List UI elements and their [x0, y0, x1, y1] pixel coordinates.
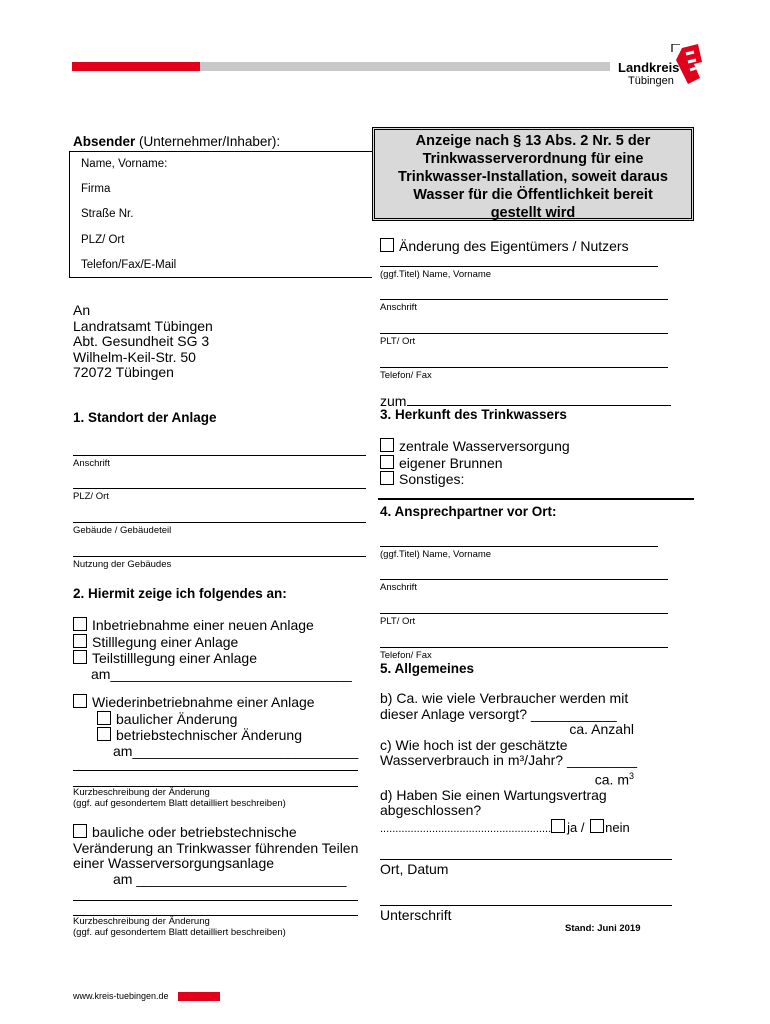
section1-line4[interactable] — [73, 556, 366, 557]
section2-opt5-label1: bauliche oder betriebstechnische — [92, 824, 297, 840]
section2-opt1-label: Inbetriebnahme einer neuen Anlage — [92, 617, 314, 633]
section3-opt1[interactable] — [380, 438, 570, 455]
section4-phone-hint: Telefon/ Fax — [380, 650, 432, 661]
section1-line1[interactable] — [73, 455, 366, 456]
section2-opt4a-checkbox[interactable] — [97, 711, 111, 725]
section2-desc-hint1: Kurzbeschreibung der Änderung — [73, 787, 210, 798]
title-line2: Trinkwasserverordnung für eine — [422, 151, 644, 167]
section2-desc-hint3: Kurzbeschreibung der Änderung — [73, 916, 210, 927]
sender-field-company[interactable]: Firma — [81, 183, 111, 195]
section1-hint4: Nutzung der Gebäudes — [73, 559, 172, 570]
section1-hint1: Anschrift — [73, 458, 110, 469]
signature-line[interactable] — [380, 905, 672, 906]
section5-c-unit: ca. m — [594, 771, 629, 788]
section2-opt4a-label: baulicher Änderung — [116, 710, 238, 727]
section1-line2[interactable] — [73, 488, 366, 489]
footer-red-bar — [178, 992, 220, 1001]
stand-label: Stand: Juni 2019 — [565, 923, 641, 934]
section2-desc-line1[interactable] — [73, 770, 358, 771]
sender-field-street[interactable]: Straße Nr. — [81, 208, 134, 220]
section2-opt3-label: Teilstilllegung einer Anlage — [92, 650, 257, 666]
section4-plz-hint: PLT/ Ort — [380, 616, 416, 627]
section2-group3 — [73, 824, 358, 887]
section2-opt1[interactable] — [73, 617, 352, 634]
header-gray-bar — [200, 62, 610, 71]
section4-address-line[interactable] — [380, 579, 668, 580]
sender-label: Absender — [73, 134, 136, 149]
signature-label: Unterschrift — [380, 907, 452, 923]
section1-title: 1. Standort der Anlage — [73, 410, 217, 425]
section5-c-line2[interactable]: Wasserverbrauch in m³/Jahr? _________ — [380, 752, 638, 768]
owner-zum-label: zum — [380, 393, 407, 409]
sender-field-name[interactable]: Name, Vorname: — [81, 158, 168, 170]
section5-body — [380, 691, 670, 837]
recipient-line2: Landratsamt Tübingen — [73, 317, 213, 334]
section2-desc-line3[interactable] — [73, 900, 358, 901]
section2-opt5-label2: Veränderung an Trinkwasser führenden Teilen — [73, 839, 359, 856]
owner-address-line[interactable] — [380, 299, 668, 300]
section5-b-line1: b) Ca. wie viele Verbraucher werden mit — [380, 690, 629, 706]
ja-checkbox[interactable] — [551, 819, 565, 833]
section2-desc-hint — [73, 787, 286, 809]
section1-hint3: Gebäude / Gebäudeteil — [73, 525, 172, 536]
logo-text-line2: Tübingen — [628, 75, 674, 87]
logo-text-line1: Landkreis — [618, 60, 680, 75]
place-date-line[interactable] — [380, 859, 672, 860]
section4-address-hint: Anschrift — [380, 582, 417, 593]
section2-opt4-label: Wiederinbetriebnahme einer Anlage — [92, 694, 315, 710]
section2-desc-hint4: (ggf. auf gesondertem Blatt detailliert beschreiben) — [73, 927, 286, 938]
section5-c-sup: 3 — [628, 770, 634, 781]
section3-title: 3. Herkunft des Trinkwassers — [380, 407, 567, 422]
section4-plz-line[interactable] — [380, 613, 668, 614]
owner-change-label: Änderung des Eigentümers / Nutzers — [399, 238, 629, 254]
section5-d-dots: ........................................................ — [380, 822, 552, 835]
section5-d-line2: abgeschlossen? — [380, 802, 482, 819]
section5-d-line1: d) Haben Sie einen Wartungsvertrag — [380, 786, 607, 803]
recipient-line4: Wilhelm-Keil-Str. 50 — [73, 348, 196, 365]
section3-opt3-checkbox[interactable] — [380, 471, 394, 485]
owner-change-checkbox[interactable] — [380, 238, 394, 252]
section5-c-line3 — [380, 769, 670, 788]
section3-opt3-label: Sonstiges: — [399, 471, 465, 487]
section5-c-line1: c) Wie hoch ist der geschätzte — [380, 736, 568, 753]
section2-am3[interactable]: am ___________________________ — [113, 870, 347, 887]
section5-d-answer — [380, 819, 670, 838]
sender-box — [69, 151, 372, 278]
section3-opt1-label: zentrale Wasserversorgung — [399, 438, 570, 454]
sender-field-plz[interactable]: PLZ/ Ort — [81, 234, 125, 246]
section2-opt4b-label: betriebstechnischer Änderung — [116, 727, 303, 743]
section3-opt2[interactable] — [380, 455, 570, 472]
section4-name-line[interactable] — [380, 546, 658, 547]
owner-phone-hint: Telefon/ Fax — [380, 370, 432, 381]
recipient-line1: An — [73, 302, 91, 318]
section3-opt1-checkbox[interactable] — [380, 438, 394, 452]
section2-group2 — [73, 694, 358, 759]
sender-field-phone[interactable]: Telefon/Fax/E-Mail — [81, 259, 177, 271]
section4-name-hint: (ggf.Titel) Name, Vorname — [380, 549, 492, 560]
section4-phone-line[interactable] — [380, 647, 668, 648]
section4-title: 4. Ansprechpartner vor Ort: — [380, 504, 557, 519]
section2-opt5[interactable] — [73, 824, 358, 841]
owner-name-hint: (ggf.Titel) Name, Vorname — [380, 269, 492, 280]
title-line1: Anzeige nach § 13 Abs. 2 Nr. 5 der — [415, 133, 651, 149]
recipient-line5: 72072 Tübingen — [73, 364, 174, 380]
title-line3: Trinkwasser-Installation, soweit daraus — [398, 169, 668, 185]
section2-opt2-checkbox[interactable] — [73, 634, 87, 648]
recipient-address — [73, 303, 213, 381]
sender-label-suffix: (Unternehmer/Inhaber): — [139, 134, 281, 149]
section5-b-line2[interactable]: dieser Anlage versorgt? ___________ — [380, 705, 617, 722]
section5-title: 5. Allgemeines — [380, 661, 475, 676]
owner-plz-hint: PLT/ Ort — [380, 336, 416, 347]
header-red-bar — [72, 62, 202, 71]
owner-change-option[interactable] — [380, 238, 629, 254]
footer-url[interactable]: www.kreis-tuebingen.de — [73, 991, 169, 1001]
section3-opt2-label: eigener Brunnen — [399, 454, 503, 471]
section2-opt4b-checkbox[interactable] — [97, 727, 111, 741]
owner-plz-line[interactable] — [380, 333, 668, 334]
section2-opt4-checkbox[interactable] — [73, 694, 87, 708]
section2-am2[interactable]: am_____________________________ — [113, 742, 359, 759]
section2-opt5-label3: einer Wasserversorgungsanlage — [73, 855, 275, 871]
nein-label: nein — [605, 819, 630, 835]
section2-desc-hint2: (ggf. auf gesondertem Blatt detailliert beschreiben) — [73, 798, 286, 809]
section2-opt4a[interactable] — [73, 711, 358, 728]
title-line4: Wasser für die Öffentlichkeit bereit — [413, 187, 653, 203]
landkreis-logo — [612, 44, 702, 90]
section2-opt3-checkbox[interactable] — [73, 650, 87, 664]
section3-options — [380, 438, 570, 488]
recipient-line3: Abt. Gesundheit SG 3 — [73, 333, 210, 349]
section1-line3[interactable] — [73, 522, 366, 523]
nein-checkbox[interactable] — [590, 819, 604, 833]
section2-opt3[interactable] — [73, 650, 352, 667]
title-line5: gestellt wird — [490, 205, 576, 221]
section2-opt2-label: Stilllegung einer Anlage — [92, 633, 239, 650]
section1-hint2: PLZ/ Ort — [73, 491, 109, 502]
section2-opt4[interactable] — [73, 694, 358, 711]
section2-opt4b[interactable] — [73, 727, 358, 744]
section2-opt2[interactable] — [73, 634, 352, 651]
sender-heading — [73, 134, 280, 149]
ja-label: ja / — [567, 819, 585, 835]
section2-opt5-checkbox[interactable] — [73, 824, 87, 838]
owner-address-hint: Anschrift — [380, 302, 417, 313]
section2-group1 — [73, 617, 352, 682]
owner-phone-line[interactable] — [380, 367, 668, 368]
owner-zum-line[interactable] — [407, 405, 671, 406]
place-date-label: Ort, Datum — [380, 861, 449, 877]
section3-opt3[interactable] — [380, 471, 570, 488]
section5-b-line3: ca. Anzahl — [569, 721, 634, 737]
title-box — [372, 127, 694, 221]
section2-title: 2. Hiermit zeige ich folgendes an: — [73, 586, 287, 601]
section2-am1[interactable]: am_______________________________ — [91, 665, 352, 682]
section2-opt1-checkbox[interactable] — [73, 617, 87, 631]
section3-opt2-checkbox[interactable] — [380, 455, 394, 469]
owner-name-line[interactable] — [380, 266, 658, 267]
section2-desc-hint-b — [73, 916, 286, 938]
section3-divider — [378, 498, 694, 500]
